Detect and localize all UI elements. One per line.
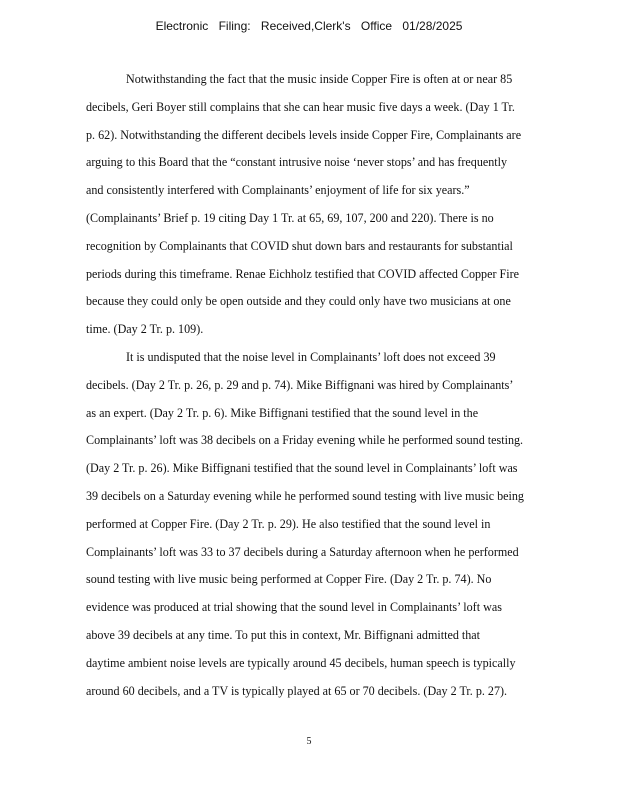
text-line: and consistently interfered with Complainants’ enjoyment of life for six years.” [86,183,470,198]
text-line: around 60 decibels, and a TV is typically played at 65 or 70 decibels. (Day 2 Tr. p. 27). [86,683,508,698]
electronic-filing-header: Electronic Filing: Received,Clerk's Office 01/28/2025 [155,19,463,33]
text-line: evidence was produced at trial showing that the sound level in Complainants’ loft was [86,600,502,615]
text-line: Complainants’ loft was 33 to 37 decibels during a Saturday afternoon when he performed [86,544,519,559]
text-line: daytime ambient noise levels are typically around 45 decibels, human speech is typically [86,655,516,670]
text-line: (Complainants’ Brief p. 19 citing Day 1 Tr. at 65, 69, 107, 200 and 220). There is no [86,210,494,225]
text-line: arguing to this Board that the “constant intrusive noise ‘never stops’ and has frequently [86,155,508,170]
text-line: above 39 decibels at any time. To put this in context, Mr. Biffignani admitted that [86,627,481,642]
text-line: (Day 2 Tr. p. 26). Mike Biffignani testified that the sound level in Complainants’ loft was [86,461,518,476]
text-line: It is undisputed that the noise level in Complainants’ loft does not exceed 39 [126,349,496,364]
text-line: decibels. (Day 2 Tr. p. 26, p. 29 and p. 74). Mike Biffignani was hired by Complainants’ [86,377,514,392]
text-line: Complainants’ loft was 38 decibels on a Friday evening while he performed sound testing. [86,433,524,448]
text-line: Notwithstanding the fact that the music inside Copper Fire is often at or near 85 [126,72,513,86]
text-line: p. 62). Notwithstanding the different decibels levels inside Copper Fire, Complainants are [86,127,522,142]
text-line: time. (Day 2 Tr. p. 109). [86,322,204,337]
page-number: 5 [306,736,312,747]
document-body [86,66,578,705]
text-line: decibels, Geri Boyer still complains that she can hear music five days a week. (Day 1 Tr. [86,99,515,114]
text-line: performed at Copper Fire. (Day 2 Tr. p. 29). He also testified that the sound level in [86,516,491,531]
paragraph-1 [86,66,578,344]
text-line: periods during this timeframe. Renae Eichholz testified that COVID affected Copper Fire [86,266,520,281]
text-line: as an expert. (Day 2 Tr. p. 6). Mike Biffignani testified that the sound level in the [86,405,479,420]
text-line: recognition by Complainants that COVID shut down bars and restaurants for substantial [86,238,513,253]
text-line: 39 decibels on a Saturday evening while he performed sound testing with live music being [86,488,524,503]
paragraph-2 [86,344,578,705]
text-line: because they could only be open outside and they could only have two musicians at one [86,294,511,309]
text-line: sound testing with live music being performed at Copper Fire. (Day 2 Tr. p. 74). No [86,572,492,587]
